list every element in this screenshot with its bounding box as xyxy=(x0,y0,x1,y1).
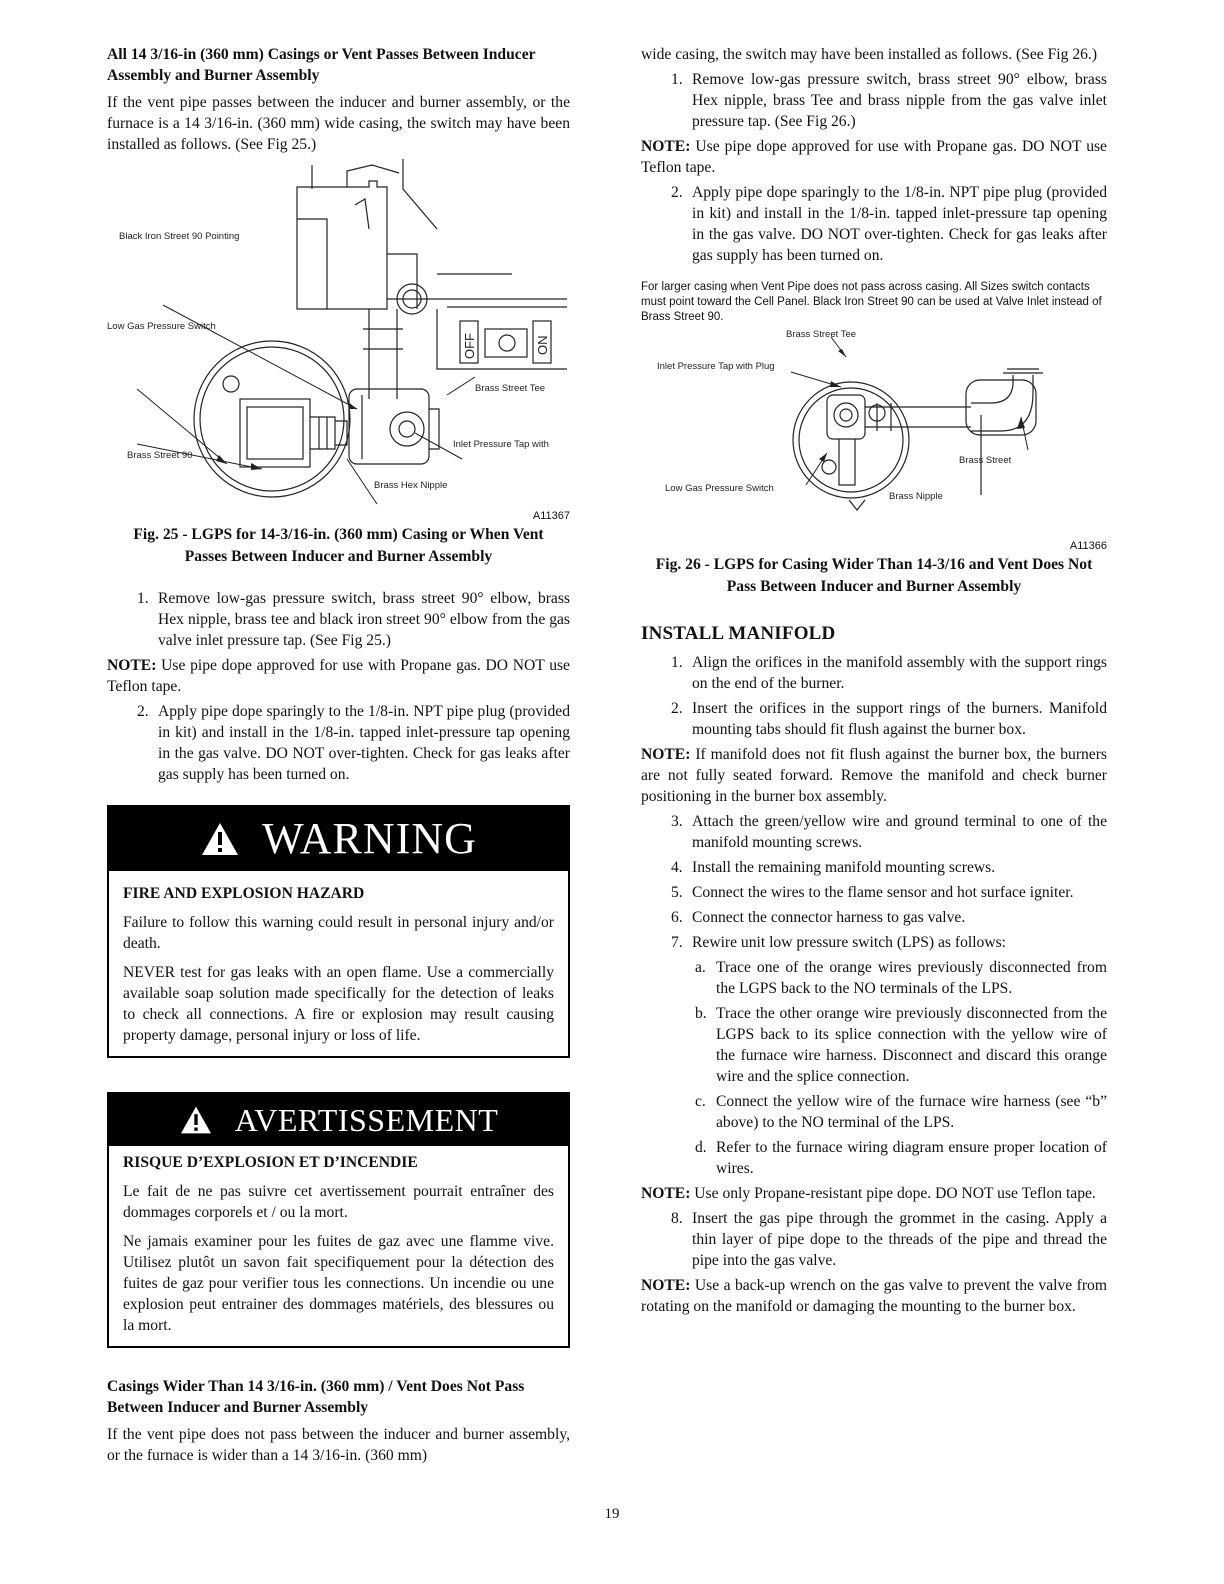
note: NOTE: Use only Propane-resistant pipe dope. DO NOT use Teflon tape. xyxy=(641,1185,1096,1202)
label-brass-street-90: Brass Street 90 xyxy=(127,450,193,461)
label-black-iron-street-90: Black Iron Street 90 Pointing xyxy=(119,231,240,242)
label-inlet-pressure-tap-with-plug: Inlet Pressure Tap with Plug xyxy=(657,361,775,372)
sub-list-item: d. Refer to the furnace wiring diagram ensure proper location of wires. xyxy=(695,1139,1107,1177)
note: NOTE: Use pipe dope approved for use with Propane gas. DO NOT use Teflon tape. xyxy=(107,657,570,695)
label-brass-street-tee: Brass Street Tee xyxy=(475,383,546,394)
list-item: 1. Remove low-gas pressure switch, brass street 90° elbow, brass Hex nipple, brass Tee and brass nipple from the gas valve inlet pressure tap. (See Fig 26.) xyxy=(671,71,1107,130)
avertissement-paragraph: Le fait de ne pas suivre cet avertissement pourrait entraîner des dommages corporels et / ou la mort. xyxy=(123,1183,554,1221)
figure-26-note: For larger casing when Vent Pipe does not pass across casing. All Sizes switch contacts must point toward the Cell Panel. Black Iron Street 90 can be used at Valve Inlet instead of Brass Street 90. xyxy=(641,281,1102,323)
avertissement-box xyxy=(107,1092,570,1348)
warning-triangle-icon xyxy=(200,821,240,857)
avertissement-hazard: RISQUE D’EXPLOSION ET D’INCENDIE xyxy=(123,1154,418,1171)
figure-26-caption: Fig. 26 - LGPS for Casing Wider Than 14-3/16 and Vent Does Not Pass Between Inducer and Burner Assembly xyxy=(655,556,1093,595)
sub-list-item: c. Connect the yellow wire of the furnace wire harness (see “b” above) to the NO terminal of the LPS. xyxy=(695,1093,1107,1131)
list-item: 3. Attach the green/yellow wire and ground terminal to one of the manifold mounting screws. xyxy=(671,813,1107,851)
warning-banner xyxy=(109,807,568,871)
warning-paragraph: Failure to follow this warning could result in personal injury and/or death. xyxy=(123,914,554,952)
avertissement-paragraph: Ne jamais examiner pour les fuites de gaz avec une flamme vive. Utilisez plutôt un savon fait specifiquement pour la détection des fuites de gaz pour verifier tous les connections. Un incendie ou une explosion peut entrainer des dommages matériels, des blessures ou la mort. xyxy=(123,1233,554,1334)
figure-25-diagram xyxy=(107,159,570,507)
sub-list-item: b. Trace the other orange wire previously disconnected from the LGPS back to its splice connection with the yellow wire of the furnace wire harness. Disconnect and discard this orange wire and the splice connection. xyxy=(695,1005,1107,1085)
label-brass-nipple: Brass Nipple xyxy=(889,491,943,502)
label-brass-street: Brass Street xyxy=(959,455,1012,466)
list-item: 5. Connect the wires to the flame sensor and hot surface igniter. xyxy=(671,884,1074,901)
list-item: 2. Insert the orifices in the support rings of the burners. Manifold mounting tabs should fit flush against the burner box. xyxy=(671,700,1107,738)
list-item: 1. Align the orifices in the manifold assembly with the support rings on the end of the burner. xyxy=(671,654,1107,692)
install-manifold-heading: INSTALL MANIFOLD xyxy=(641,623,836,644)
figure-26 xyxy=(641,280,1107,598)
left-column xyxy=(107,44,570,1466)
list-item: 2. Apply pipe dope sparingly to the 1/8-in. NPT pipe plug (provided in kit) and install in the 1/8-in. tapped inlet-pressure tap opening in the gas valve. DO NOT over-tighten. Check for gas leaks after gas supply has been turned on. xyxy=(137,703,570,783)
switch-label-on: ON xyxy=(535,335,550,355)
label-low-gas-pressure-switch: Low Gas Pressure Switch xyxy=(107,321,216,332)
section-heading-wide-casing: Casings Wider Than 14 3/16-in. (360 mm) / Vent Does Not Pass Between Inducer and Burner Assembly xyxy=(107,1378,525,1416)
list-item: 7. Rewire unit low pressure switch (LPS) as follows: xyxy=(671,934,1006,951)
list-item: 6. Connect the connector harness to gas valve. xyxy=(671,909,966,926)
avertissement-title: AVERTISSEMENT xyxy=(234,1102,499,1138)
continued-paragraph: wide casing, the switch may have been installed as follows. (See Fig 26.) xyxy=(641,46,1098,63)
steps-list-left xyxy=(107,588,570,651)
note: NOTE: If manifold does not fit flush against the burner box, the burners are not fully seated forward. Remove the manifold and check burner positioning in the burner box assembly. xyxy=(641,746,1107,805)
figure-26-diagram xyxy=(641,325,1107,535)
label-low-gas-pressure-switch: Low Gas Pressure Switch xyxy=(665,483,774,494)
warning-box xyxy=(107,805,570,1058)
sub-list-item: a. Trace one of the orange wires previously disconnected from the LGPS back to the NO terminals of the LPS. xyxy=(695,959,1107,997)
intro-paragraph: If the vent pipe passes between the inducer and burner assembly, or the furnace is a 14 3/16-in. (360 mm) wide casing, the switch may have been installed as follows. (See Fig 25.) xyxy=(107,94,570,153)
avertissement-banner xyxy=(109,1094,568,1146)
note: NOTE: Use pipe dope approved for use with Propane gas. DO NOT use Teflon tape. xyxy=(641,138,1107,176)
warning-triangle-icon xyxy=(179,1105,213,1135)
warning-paragraph: NEVER test for gas leaks with an open flame. Use a commercially available soap solution made specifically for the detection of leaks to check all connections. A fire or explosion may result causing property damage, personal injury or loss of life. xyxy=(123,964,554,1044)
figure-26-id: A11366 xyxy=(1069,540,1107,552)
warning-title: WARNING xyxy=(262,814,477,863)
label-brass-street-tee: Brass Street Tee xyxy=(786,329,857,340)
intro-paragraph-wide: If the vent pipe does not pass between the inducer and burner assembly, or the furnace is wider than a 14 3/16-in. (360 mm) xyxy=(107,1426,570,1464)
label-inlet-pressure-tap: Inlet Pressure Tap with xyxy=(453,439,549,450)
list-item: 8. Insert the gas pipe through the grommet in the casing. Apply a thin layer of pipe dope to the threads of the pipe and thread the pipe into the gas valve. xyxy=(671,1210,1107,1269)
figure-25-caption: Fig. 25 - LGPS for 14-3/16-in. (360 mm) Casing or When Vent Passes Between Inducer and Burner Assembly xyxy=(133,526,544,565)
list-item: 4. Install the remaining manifold mounting screws. xyxy=(671,859,996,876)
list-item: 1. Remove low-gas pressure switch, brass street 90° elbow, brass Hex nipple, brass tee and black iron street 90° elbow from the gas valve inlet pressure tap. (See Fig 25.) xyxy=(137,590,570,649)
switch-label-off: OFF xyxy=(462,333,477,359)
note: NOTE: Use a back-up wrench on the gas valve to prevent the valve from rotating on the manifold or damaging the mounting to the burner box. xyxy=(641,1277,1107,1315)
warning-hazard: FIRE AND EXPLOSION HAZARD xyxy=(123,885,365,902)
right-column xyxy=(641,44,1107,1317)
figure-25-id: A11367 xyxy=(532,510,570,522)
figure-25 xyxy=(107,159,570,568)
page-number: 19 xyxy=(604,1506,620,1522)
label-brass-hex-nipple: Brass Hex Nipple xyxy=(374,480,448,491)
section-heading-narrow-casing: All 14 3/16-in (360 mm) Casings or Vent Passes Between Inducer Assembly and Burner Assembly xyxy=(107,46,536,84)
list-item: 2. Apply pipe dope sparingly to the 1/8-in. NPT pipe plug (provided in kit) and install in the 1/8-in. tapped inlet-pressure tap opening in the gas valve. DO NOT over-tighten. Check for gas leaks after gas supply has been turned on. xyxy=(671,184,1107,264)
